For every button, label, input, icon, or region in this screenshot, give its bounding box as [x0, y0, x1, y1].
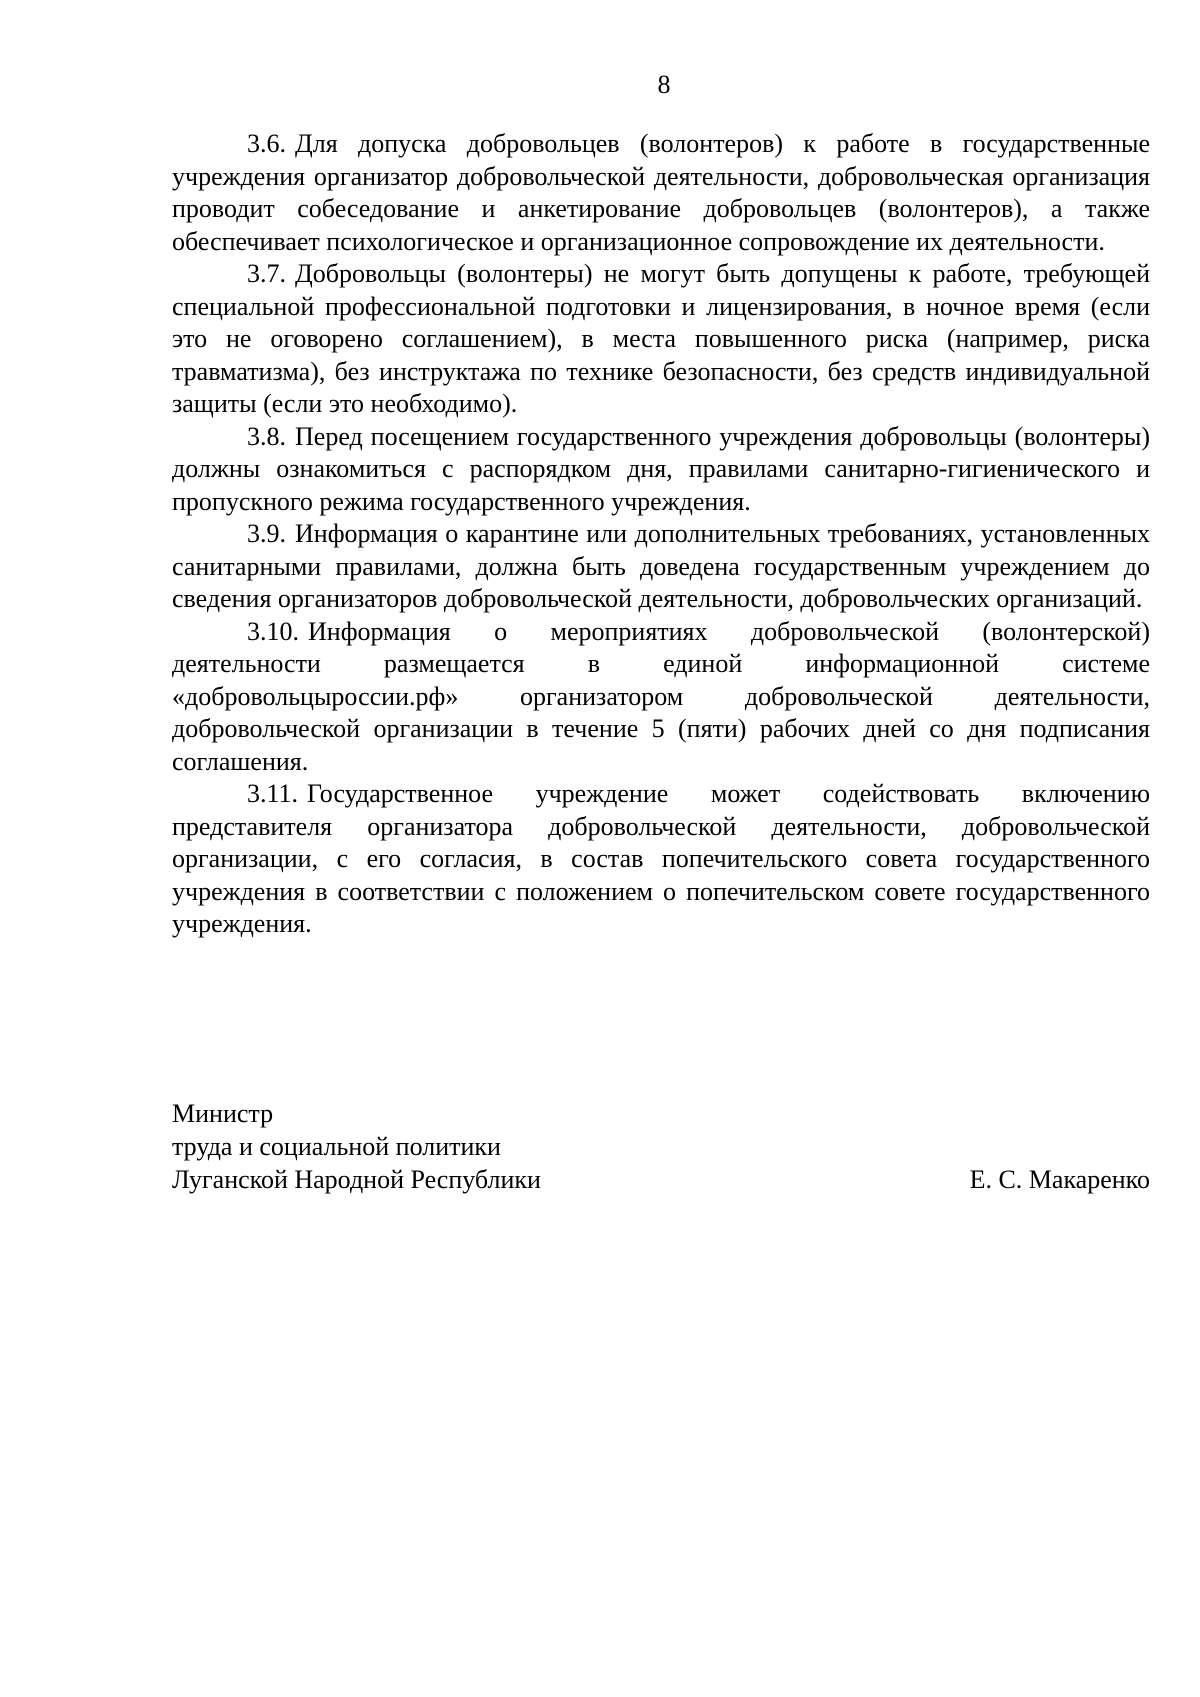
clause-3-10 [172, 616, 1150, 779]
clause-3-7 [172, 258, 1150, 421]
clause-text: Информация о карантине или дополнительных требованиях, установленных санитарными правилами, должна быть доведена государственным учреждением до сведения организаторов добровольческой деятельности, добровольческих организаций. [172, 519, 1150, 613]
clause-number: 3.11. [247, 779, 299, 808]
clause-3-8 [172, 421, 1150, 519]
clause-3-6 [172, 128, 1150, 258]
clause-3-9 [172, 518, 1150, 616]
clause-number: 3.9. [247, 519, 286, 548]
clause-number: 3.8. [247, 421, 286, 451]
clause-text: Перед посещением государственного учреждения добровольцы (волонтеры) должны ознакомиться с распорядком дня, правилами санитарно-гигиенического и пропускного режима государственного учреждения. [172, 421, 1150, 516]
clause-number: 3.10. [247, 616, 299, 646]
clause-number: 3.6. [247, 129, 286, 158]
clause-text: Для допуска добровольцев (волонтеров) к работе в государственные учреждения организатор добровольческой деятельности, добровольческая организация проводит собеседование и анкетирование добровольцев (волонтеров), а также обеспечивает психологическое и организационное сопровождение их деятельности. [172, 129, 1150, 256]
clause-text: Государственное учреждение может содействовать включению представителя организатора добровольческой деятельности, добровольческой организации, с его согласия, в состав попечительского совета государственного учреждения в соответствии с положением о попечительском совете государственного учреждения. [172, 779, 1150, 938]
signatory-name: Е. С. Макаренко [969, 1165, 1150, 1194]
clause-text: Информация о мероприятиях добровольческой (волонтерской) деятельности размещается в единой информационной системе «добровольцыроссии.рф» организатором добровольческой деятельности, добровольческой организации в течение 5 (пяти) рабочих дней со дня подписания соглашения. [172, 616, 1150, 776]
clause-3-11 [172, 778, 1150, 941]
signatory-title-line: Министр [172, 1099, 274, 1128]
clause-text: Добровольцы (волонтеры) не могут быть допущены к работе, требующей специальной профессиональной подготовки и лицензирования, в ночное время (если это не оговорено соглашением), в места повышенного риска (например, риска травматизма), без инструктажа по технике безопасности, без средств индивидуальной защиты (если это необходимо). [172, 259, 1150, 418]
page-number: 8 [657, 70, 671, 99]
clause-number: 3.7. [247, 259, 286, 288]
signatory-title-line: труда и социальной политики [172, 1132, 501, 1161]
document-body [172, 128, 1150, 941]
signatory-title-line: Луганской Народной Республики [172, 1165, 541, 1194]
signature-block [172, 1097, 1150, 1196]
